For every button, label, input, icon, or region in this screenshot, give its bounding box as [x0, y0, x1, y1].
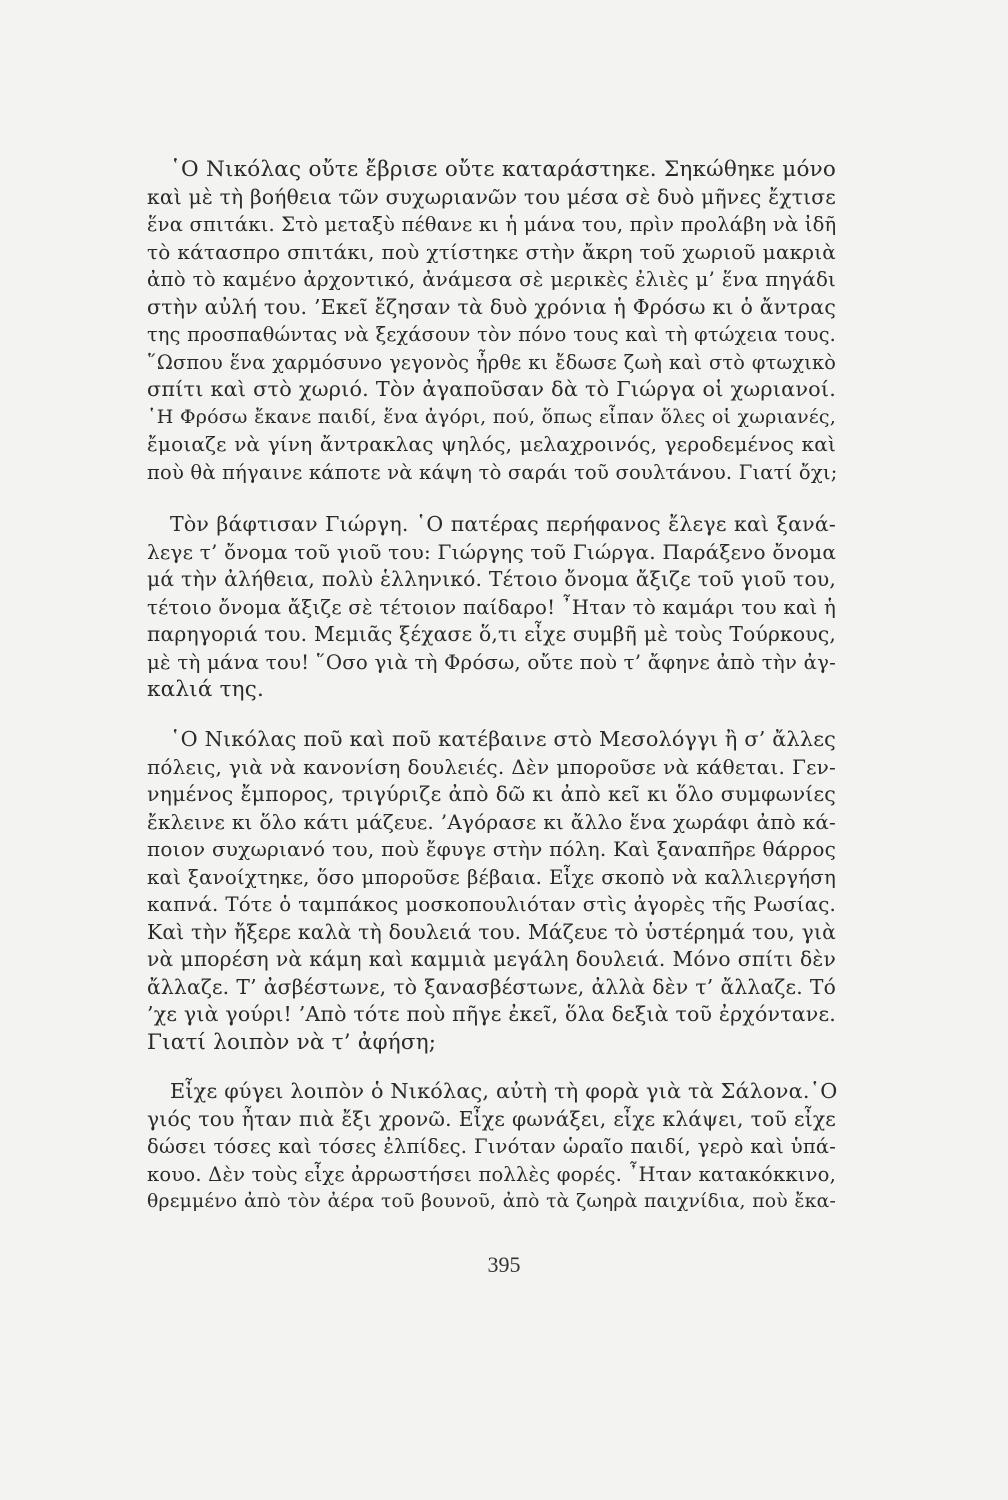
text-line: Γιατί λοιπὸν νὰ τ’ ἀφήση;: [147, 1029, 437, 1055]
text-line: καπνά. Τότε ὁ ταμπάκος μοσκοπουλιόταν στὶς ἀγορὲς τῆς Ρωσίας.: [147, 893, 836, 916]
text-line: Τὸν βάφτισαν Γιώργη. ῾Ο πατέρας περήφανος ἔλεγε καὶ ξανά-: [170, 512, 836, 536]
text-line: ἔκλεινε κι ὅλο κάτι μάζευε. ’Αγόρασε κι ἄλλο ἕνα χωράφι ἀπὸ κά-: [147, 809, 836, 834]
text-line: τὸ κάτασπρο σπιτάκι, ποὺ χτίστηκε στὴν ἄκρη τοῦ χωριοῦ μακριὰ: [147, 239, 836, 264]
text-line: δώσει τόσες καὶ τόσες ἐλπίδες. Γινόταν ὡραῖο παιδί, γερὸ καὶ ὑπά-: [147, 1135, 836, 1158]
text-line: ’χε γιὰ γούρι! ’Απὸ τότε ποὺ πῆγε ἐκεῖ, ὅλα δεξιὰ τοῦ ἐρχόντανε.: [147, 1002, 836, 1026]
text-line: ἕνα σπιτάκι. Στὸ μεταξὺ πέθανε κι ἡ μάνα του, πρὶν προλάβη νὰ ἰδῆ: [147, 213, 837, 236]
text-line: ῾Ο Νικόλας οὔτε ἔβρισε οὔτε καταράστηκε. Σηκώθηκε μόνο: [170, 157, 836, 182]
text-line: ἄλλαζε. Τ’ ἀσβέστωνε, τὸ ξανασβέστωνε, ἀλλὰ δὲν τ’ ἄλλαζε. Τό: [147, 974, 836, 999]
text-line: μά τὴν ἀλήθεια, πολὺ ἑλληνικό. Τέτοιο ὄνομα ἄξιζε τοῦ γιοῦ του,: [147, 567, 836, 591]
text-line: νημένος ἔμπορος, τριγύριζε ἀπὸ δῶ κι ἀπὸ κεῖ κι ὅλο συμφωνίες: [147, 782, 836, 806]
text-line: ἀπὸ τὸ καμένο ἀρχοντικό, ἀνάμεσα σὲ μερικὲς ἐλιὲς μ’ ἕνα πηγάδι: [147, 268, 836, 291]
text-line: θρεμμένο ἀπὸ τὸν ἀέρα τοῦ βουνοῦ, ἀπὸ τὰ ζωηρὰ παιχνίδια, ποὺ ἔκα-: [147, 1191, 836, 1212]
text-line: σπίτι καὶ στὸ χωριό. Τὸν ἀγαποῦσαν δὰ τὸ Γιώργα οἱ χωριανοί.: [147, 377, 836, 401]
text-line: μὲ τὴ μάνα του! ῞Οσο γιὰ τὴ Φρόσω, οὔτε ποὺ τ’ ἄφηνε ἀπὸ τὴν ἀγ-: [147, 650, 836, 674]
text-line: ῾Ο Νικόλας ποῦ καὶ ποῦ κατέβαινε στὸ Μεσολόγγι ἢ σ’ ἄλλες: [170, 727, 836, 751]
page-number: 395: [487, 1252, 521, 1277]
text-line: τέτοιο ὄνομα ἄξιζε σὲ τέτοιον παίδαρο! ῏Ηταν τὸ καμάρι του καὶ ἡ: [147, 595, 836, 619]
text-line: της προσπαθώντας νὰ ξεχάσουν τὸν πόνο τους καὶ τὴ φτώχεια τους.: [147, 323, 836, 346]
text-line: λεγε τ’ ὄνομα τοῦ γιοῦ του: Γιώργης τοῦ Γιώργα. Παράξενο ὄνομα: [147, 539, 837, 564]
text-line: ποὺ θὰ πήγαινε κάποτε νὰ κάψη τὸ σαράι τοῦ σουλτάνου. Γιατί ὄχι;: [147, 460, 838, 484]
text-line: ἔμοιαζε νὰ γίνη ἄντρακλας ψηλός, μελαχροινός, γεροδεμένος καὶ: [147, 432, 836, 456]
text-line: Εἶχε φύγει λοιπὸν ὁ Νικόλας, αὐτὴ τὴ φορὰ γιὰ τὰ Σάλονα.῾Ο: [170, 1079, 838, 1103]
text-line: ποιον συχωριανό του, ποὺ ἔφυγε στὴν πόλη. Καὶ ξαναπῆρε θάρρος: [147, 837, 836, 861]
text-line: νὰ μπορέση νὰ κάμη καὶ καμμιὰ μεγάλη δουλειά. Μόνο σπίτι δὲν: [147, 947, 836, 971]
text-line: Καὶ τὴν ἤξερε καλὰ τὴ δουλειά του. Μάζευε τὸ ὑστέρημά του, γιὰ: [147, 919, 836, 944]
text-line: ῞Ωσπου ἕνα χαρμόσυνο γεγονὸς ἦρθε κι ἔδωσε ζωὴ καὶ στὸ φτωχικὸ: [147, 350, 836, 374]
text-line: ῾Η Φρόσω ἔκανε παιδί, ἕνα ἀγόρι, πού, ὅπως εἶπαν ὅλες οἱ χωριανές,: [147, 405, 836, 428]
text-line: στὴν αὐλή του. ’Εκεῖ ἔζησαν τὰ δυὸ χρόνια ἡ Φρόσω κι ὁ ἄντρας: [147, 294, 836, 319]
text-line: πόλεις, γιὰ νὰ κανονίση δουλειές. Δὲν μποροῦσε νὰ κάθεται. Γεν-: [147, 754, 836, 779]
text-line: κουο. Δὲν τοὺς εἶχε ἀρρωστήσει πολλὲς φορές. ῏Ηταν κατακόκκινο,: [147, 1162, 836, 1186]
text-line: γιός του ἦταν πιὰ ἔξι χρονῶ. Εἶχε φωνάξει, εἶχε κλάψει, τοῦ εἶχε: [147, 1106, 836, 1131]
text-line: καὶ μὲ τὴ βοήθεια τῶν συχωριανῶν του μέσα σὲ δυὸ μῆνες ἔχτισε: [147, 184, 836, 209]
text-line: παρηγοριά του. Μεμιᾶς ξέχασε ὅ,τι εἶχε συμβῆ μὲ τοὺς Τούρκους,: [147, 622, 836, 646]
text-line: καὶ ξανοίχτηκε, ὅσο μποροῦσε βέβαια. Εἶχε σκοπὸ νὰ καλλιεργήση: [147, 865, 836, 889]
text-line: καλιά της.: [147, 677, 265, 702]
